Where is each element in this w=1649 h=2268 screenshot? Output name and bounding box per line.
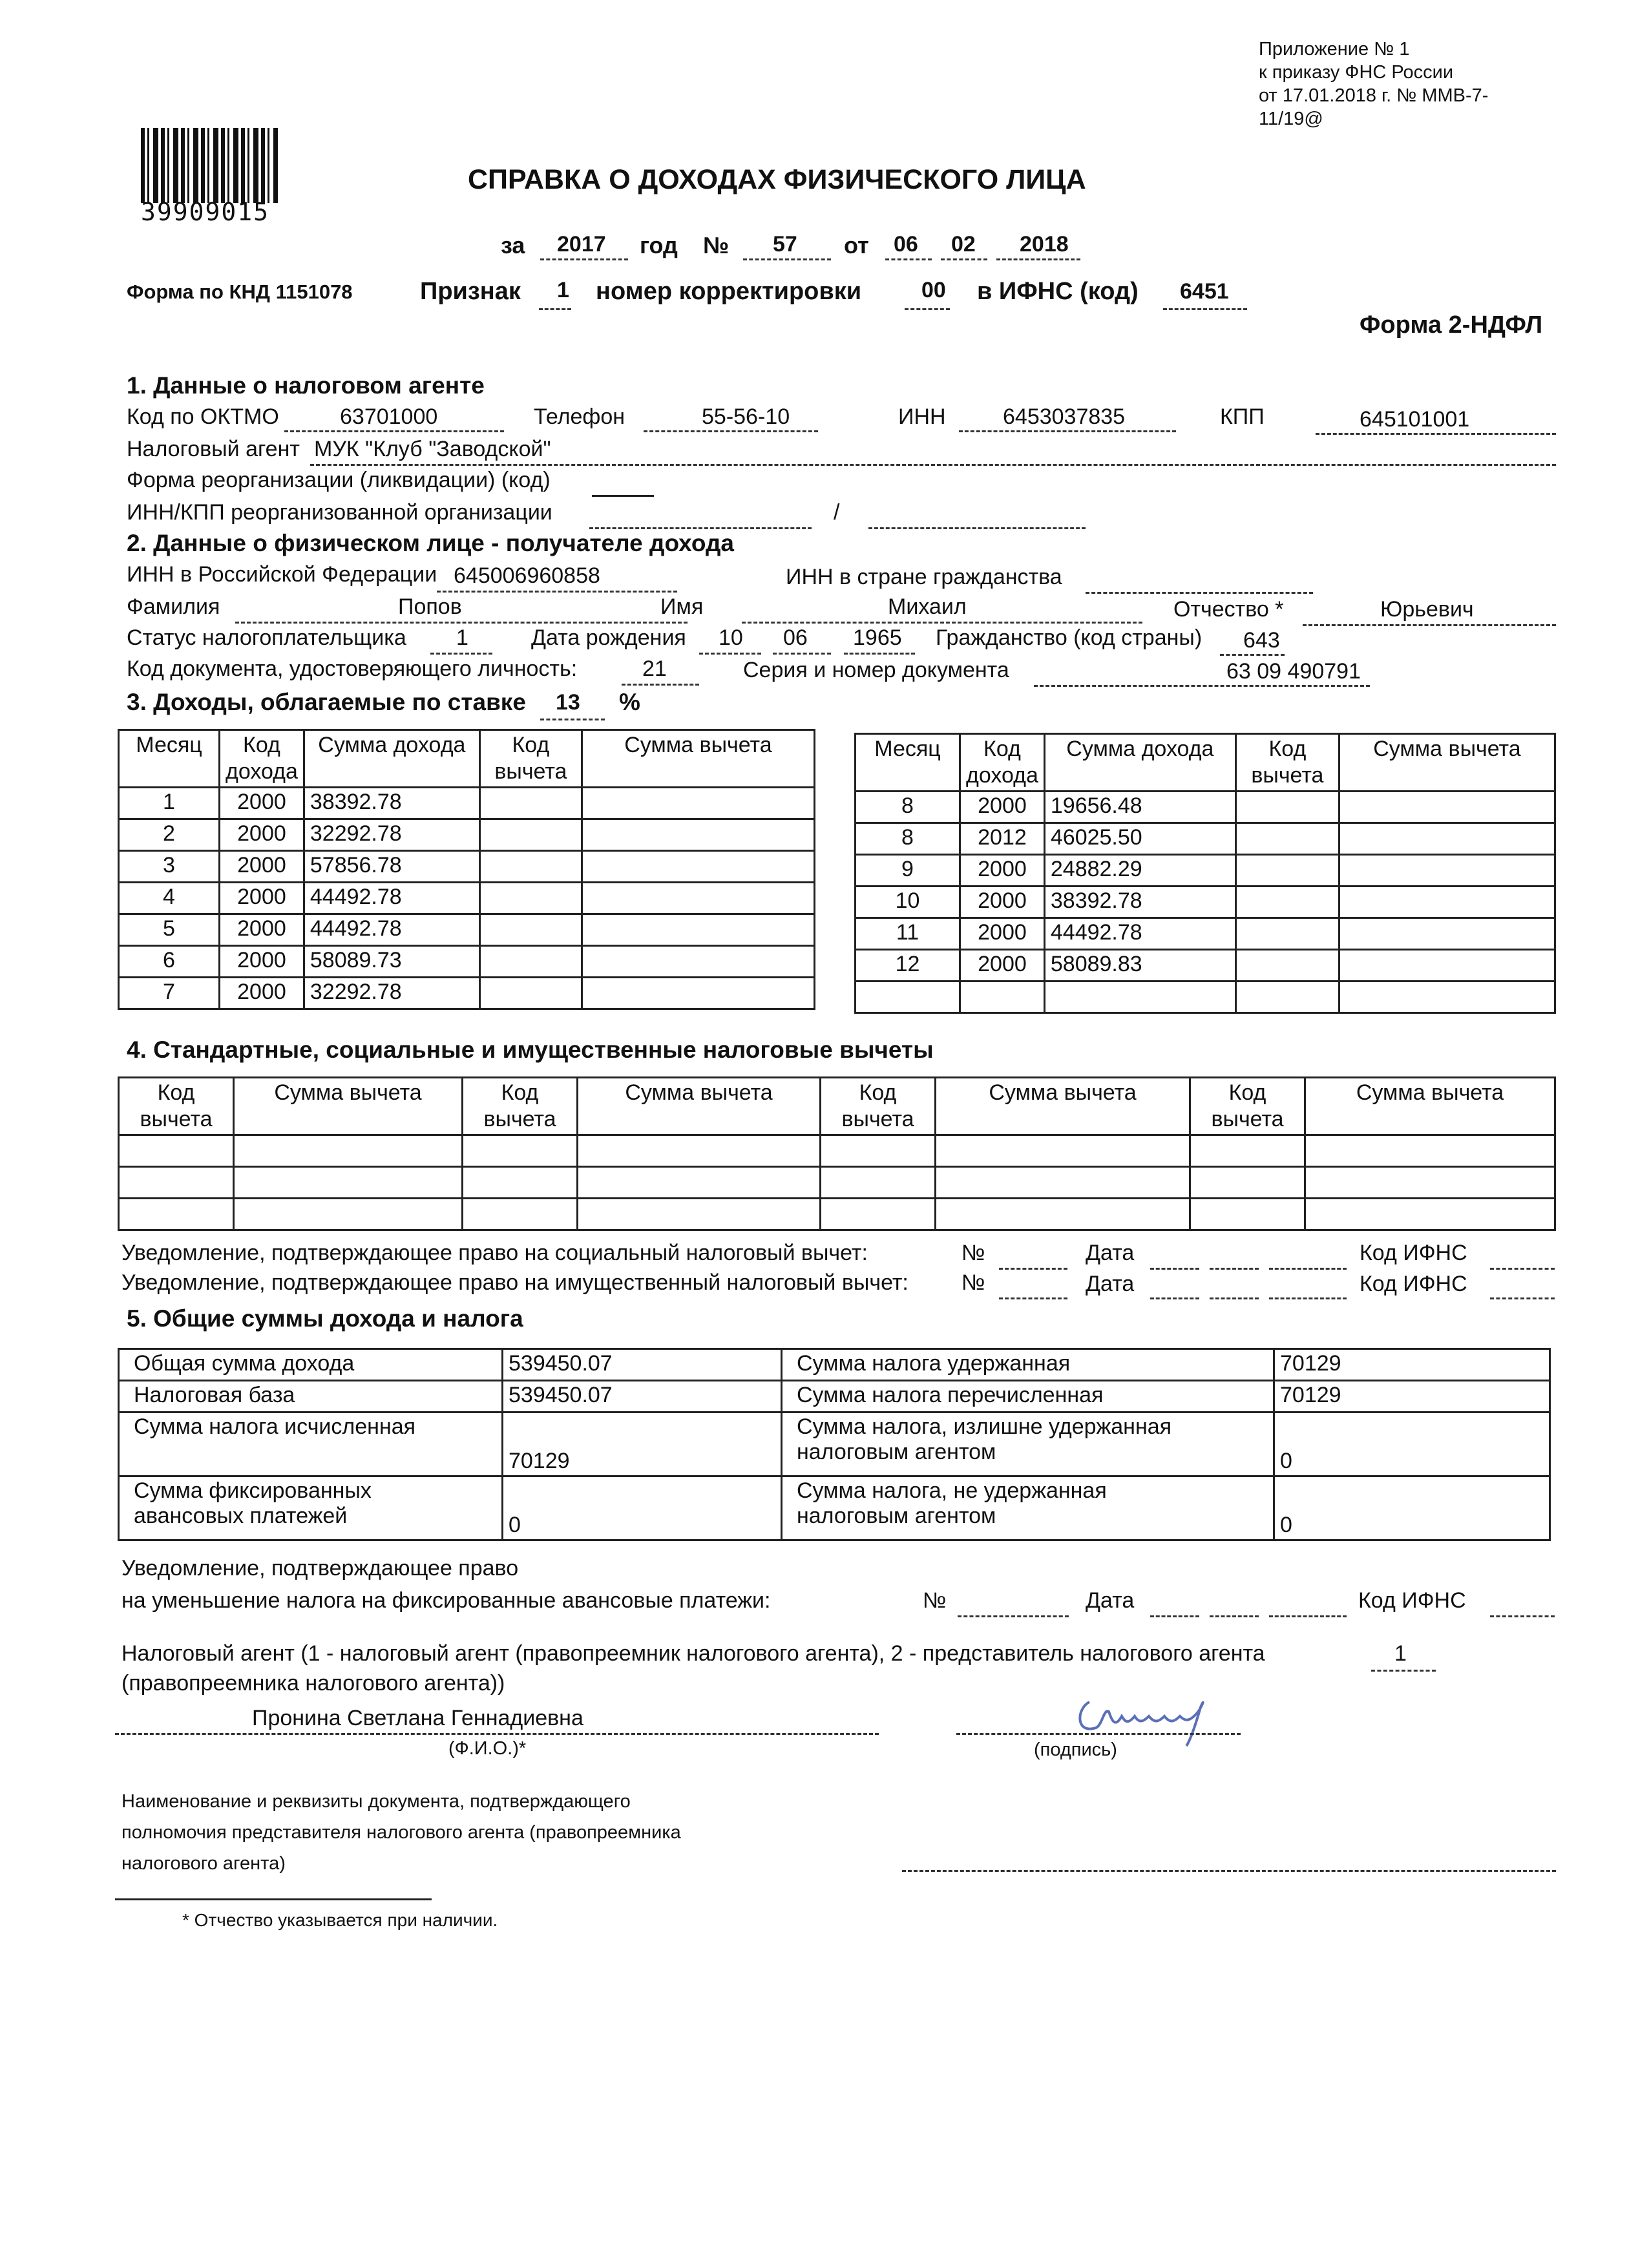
- priznak-label: Признак: [420, 278, 521, 305]
- signer-name: Пронина Светлана Геннадиевна: [252, 1706, 583, 1730]
- report-number: 57: [773, 232, 797, 257]
- notice-advance-num-label: №: [923, 1588, 947, 1613]
- deductions-table: [118, 1076, 1556, 1231]
- tax-excess-label-line: Сумма налога, излишне удержанная: [797, 1414, 1172, 1439]
- cell-month: 8: [856, 792, 960, 823]
- table-row: [119, 1381, 1550, 1412]
- number-label: №: [703, 232, 730, 258]
- col-deduction-code: Код вычета: [119, 1078, 234, 1135]
- tax-withheld-label: Сумма налога удержанная: [782, 1349, 1274, 1381]
- tax-rate-value: 13: [556, 690, 580, 715]
- cell-deduction-code: [479, 788, 582, 819]
- table-row: [119, 851, 815, 883]
- fixed-advance-label-line: авансовых платежей: [134, 1504, 348, 1528]
- cell-income-sum: 38392.78: [304, 788, 479, 819]
- cell-deduction-sum: [582, 851, 814, 883]
- representative-doc-line: Наименование и реквизиты документа, подтверждающего: [121, 1791, 631, 1812]
- table-row: [119, 1349, 1550, 1381]
- cell-deduction-code: [479, 819, 582, 851]
- table-row: [119, 883, 815, 914]
- col-deduction-code: Код вычета: [821, 1078, 936, 1135]
- birth-label: Дата рождения: [531, 625, 686, 650]
- appendix-line: 11/19@: [1259, 109, 1323, 129]
- report-date-month: 02: [951, 232, 976, 257]
- reorg-label: Форма реорганизации (ликвидации) (код): [127, 468, 551, 492]
- col-deduction-sum: Сумма вычета: [578, 1078, 821, 1135]
- status-label: Статус налогоплательщика: [127, 625, 406, 650]
- cell-deduction-sum: [582, 788, 814, 819]
- section-1-title: 1. Данные о налоговом агенте: [127, 372, 485, 399]
- kpp-value: 645101001: [1360, 407, 1470, 432]
- cell-income-sum: 46025.50: [1044, 823, 1235, 855]
- name-value: Михаил: [888, 594, 967, 619]
- cell-month: [856, 982, 960, 1013]
- cell-month: 12: [856, 950, 960, 982]
- notice-advance-line-1: Уведомление, подтверждающее право: [121, 1556, 519, 1580]
- cell-income-code: 2000: [960, 918, 1045, 950]
- table-row: [856, 982, 1555, 1013]
- col-deduction-code: Код вычета: [1235, 734, 1339, 792]
- tax-excess-value: 0: [1274, 1412, 1550, 1476]
- barcode-number: 39909015: [141, 198, 270, 226]
- total-income-label: Общая сумма дохода: [119, 1349, 503, 1381]
- ifns-label: в ИФНС (код): [977, 278, 1139, 305]
- table-row: [119, 1412, 1550, 1476]
- phone-label: Телефон: [534, 404, 625, 429]
- table-row: [119, 788, 815, 819]
- cell-income-sum: 44492.78: [1044, 918, 1235, 950]
- cell-income-sum: 57856.78: [304, 851, 479, 883]
- doc-code-label: Код документа, удостоверяющего личность:: [127, 656, 578, 681]
- table-row: [119, 978, 815, 1009]
- name-label: Имя: [660, 594, 704, 619]
- cell-income-code: 2000: [220, 851, 304, 883]
- cell-deduction-code: [479, 883, 582, 914]
- cell-deduction-code: [479, 978, 582, 1009]
- notice-advance-ifns-label: Код ИФНС: [1358, 1588, 1466, 1613]
- citizenship-label: Гражданство (код страны): [936, 625, 1203, 650]
- col-deduction-sum: Сумма вычета: [936, 1078, 1190, 1135]
- notice-property-date-label: Дата: [1086, 1272, 1135, 1296]
- cell-deduction-sum: [582, 819, 814, 851]
- cell-income-sum: 38392.78: [1044, 887, 1235, 918]
- patronymic-label: Отчество *: [1173, 597, 1284, 622]
- cell-income-sum: 44492.78: [304, 883, 479, 914]
- col-deduction-sum: Сумма вычета: [1339, 734, 1555, 792]
- table-row: [856, 792, 1555, 823]
- cell-deduction-sum: [1339, 982, 1555, 1013]
- kpp-label: КПП: [1220, 404, 1265, 429]
- cell-deduction-sum: [1339, 950, 1555, 982]
- cell-income-code: 2000: [960, 950, 1045, 982]
- cell-month: 3: [119, 851, 220, 883]
- agent-type-line-1: Налоговый агент (1 - налоговый агент (правопреемник налогового агента), 2 - представитель налогового агента: [121, 1641, 1265, 1666]
- report-year: 2017: [557, 232, 606, 257]
- cell-income-code: 2000: [220, 788, 304, 819]
- report-date-year: 2018: [1020, 232, 1069, 257]
- cell-month: 5: [119, 914, 220, 946]
- footnote: * Отчество указывается при наличии.: [182, 1910, 498, 1930]
- ifns-code: 6451: [1180, 279, 1229, 304]
- cell-deduction-code: [479, 946, 582, 978]
- cell-income-code: 2000: [960, 887, 1045, 918]
- cell-month: 7: [119, 978, 220, 1009]
- tax-not-withheld-label-line: налоговым агентом: [797, 1504, 996, 1528]
- section-2-title: 2. Данные о физическом лице - получателе дохода: [127, 530, 735, 556]
- percent-sign: %: [619, 689, 640, 715]
- table-row: [856, 918, 1555, 950]
- total-income-value: 539450.07: [503, 1349, 782, 1381]
- cell-deduction-code: [1235, 887, 1339, 918]
- cell-month: 2: [119, 819, 220, 851]
- income-table-right: [854, 733, 1556, 1014]
- tax-excess-label: [782, 1412, 1274, 1476]
- cell-month: 11: [856, 918, 960, 950]
- citizenship-value: 643: [1243, 628, 1280, 653]
- appendix-note: [1259, 37, 1488, 131]
- birth-day: 10: [719, 625, 743, 650]
- notice-social-date-label: Дата: [1086, 1241, 1135, 1265]
- col-month: Месяц: [119, 730, 220, 788]
- table-row: [856, 855, 1555, 887]
- notice-advance-date-label: Дата: [1086, 1588, 1135, 1613]
- tax-not-withheld-value: 0: [1274, 1476, 1550, 1540]
- income-table-left: [118, 729, 815, 1010]
- surname-label: Фамилия: [127, 594, 220, 619]
- doc-code-value: 21: [642, 656, 667, 681]
- cell-month: 6: [119, 946, 220, 978]
- table-header-row: [119, 730, 815, 788]
- reorg-inn-label: ИНН/КПП реорганизованной организации: [127, 500, 552, 525]
- notice-social-ifns-label: Код ИФНС: [1360, 1241, 1467, 1265]
- table-row: [856, 823, 1555, 855]
- notice-social-label: Уведомление, подтверждающее право на социальный налоговый вычет:: [121, 1241, 868, 1265]
- birth-month: 06: [783, 625, 808, 650]
- agent-name: МУК "Клуб "Заводской": [314, 437, 551, 461]
- representative-doc-line: полномочия представителя налогового агента (правопреемника: [121, 1822, 681, 1843]
- cell-deduction-code: [479, 851, 582, 883]
- cell-income-sum: [1044, 982, 1235, 1013]
- cell-deduction-code: [1235, 792, 1339, 823]
- table-row: [119, 1167, 1555, 1199]
- table-header-row: [119, 1078, 1555, 1135]
- inn-foreign-label: ИНН в стране гражданства: [786, 565, 1062, 589]
- appendix-line: Приложение № 1: [1259, 39, 1410, 59]
- col-income-sum: Сумма дохода: [304, 730, 479, 788]
- slash: /: [834, 500, 840, 525]
- oktmo-label: Код по ОКТМО: [127, 404, 279, 429]
- notice-property-label: Уведомление, подтверждающее право на имущественный налоговый вычет:: [121, 1270, 909, 1295]
- cell-income-code: 2000: [960, 855, 1045, 887]
- table-header-row: [856, 734, 1555, 792]
- cell-income-sum: 32292.78: [304, 978, 479, 1009]
- cell-income-code: 2000: [220, 946, 304, 978]
- tax-paid-label: Сумма налога перечисленная: [782, 1381, 1274, 1412]
- form-name: Форма 2-НДФЛ: [1360, 311, 1543, 339]
- fixed-advance-label: [119, 1476, 503, 1540]
- agent-inn-label: ИНН: [898, 404, 946, 429]
- notice-property-num-label: №: [961, 1270, 985, 1295]
- correction-number: 00: [921, 278, 946, 302]
- cell-month: 1: [119, 788, 220, 819]
- tax-calc-value: 70129: [503, 1412, 782, 1476]
- signature-label: (подпись): [1034, 1739, 1117, 1760]
- form-knd: Форма по КНД 1151078: [127, 280, 353, 303]
- tax-paid-value: 70129: [1274, 1381, 1550, 1412]
- report-date-day: 06: [894, 232, 918, 257]
- cell-income-code: 2000: [960, 792, 1045, 823]
- agent-type-line-2: (правопреемника налогового агента)): [121, 1671, 505, 1696]
- col-month: Месяц: [856, 734, 960, 792]
- cell-month: 9: [856, 855, 960, 887]
- section-3-title: 3. Доходы, облагаемые по ставке: [127, 689, 526, 715]
- cell-income-code: 2000: [220, 883, 304, 914]
- patronymic-value: Юрьевич: [1380, 597, 1474, 622]
- appendix-line: от 17.01.2018 г. № ММВ-7-: [1259, 85, 1489, 106]
- status-value: 1: [456, 625, 468, 650]
- col-deduction-code: Код вычета: [463, 1078, 578, 1135]
- cell-deduction-sum: [582, 883, 814, 914]
- cell-deduction-code: [479, 914, 582, 946]
- tax-not-withheld-label: [782, 1476, 1274, 1540]
- cell-income-sum: 32292.78: [304, 819, 479, 851]
- notice-property-ifns-label: Код ИФНС: [1360, 1272, 1467, 1296]
- table-row: [119, 946, 815, 978]
- appendix-line: к приказу ФНС России: [1259, 62, 1454, 83]
- cell-month: 10: [856, 887, 960, 918]
- cell-income-code: 2012: [960, 823, 1045, 855]
- tax-not-withheld-label-line: Сумма налога, не удержанная: [797, 1478, 1107, 1503]
- phone-value: 55-56-10: [702, 404, 790, 429]
- cell-income-sum: 58089.73: [304, 946, 479, 978]
- tax-withheld-value: 70129: [1274, 1349, 1550, 1381]
- cell-month: 4: [119, 883, 220, 914]
- date-label: от: [844, 232, 869, 258]
- document-title: СПРАВКА О ДОХОДАХ ФИЗИЧЕСКОГО ЛИЦА: [468, 164, 1086, 195]
- cell-income-sum: 24882.29: [1044, 855, 1235, 887]
- col-income-code: Код дохода: [960, 734, 1045, 792]
- birth-year: 1965: [853, 625, 902, 650]
- period-label: за: [501, 232, 525, 258]
- table-row: [856, 950, 1555, 982]
- fixed-advance-value: 0: [503, 1476, 782, 1540]
- cell-deduction-sum: [582, 914, 814, 946]
- cell-income-sum: 44492.78: [304, 914, 479, 946]
- inn-rf-label: ИНН в Российской Федерации: [127, 562, 437, 587]
- footnote-divider: [115, 1898, 432, 1900]
- cell-deduction-sum: [1339, 855, 1555, 887]
- cell-income-code: [960, 982, 1045, 1013]
- cell-income-sum: 58089.83: [1044, 950, 1235, 982]
- section-5-title: 5. Общие суммы дохода и налога: [127, 1305, 523, 1332]
- cell-deduction-code: [1235, 855, 1339, 887]
- col-income-sum: Сумма дохода: [1044, 734, 1235, 792]
- col-deduction-sum: Сумма вычета: [234, 1078, 463, 1135]
- cell-income-code: 2000: [220, 978, 304, 1009]
- agent-label: Налоговый агент: [127, 437, 300, 461]
- fio-label: (Ф.И.О.)*: [448, 1738, 527, 1759]
- cell-deduction-sum: [582, 946, 814, 978]
- table-row: [119, 1476, 1550, 1540]
- tax-calc-label: Сумма налога исчисленная: [119, 1412, 503, 1476]
- section-4-title: 4. Стандартные, социальные и имущественные налоговые вычеты: [127, 1036, 934, 1063]
- doc-series-value: 63 09 490791: [1226, 659, 1361, 684]
- totals-table: [118, 1348, 1551, 1541]
- agent-type-value: 1: [1394, 1641, 1407, 1666]
- signature-icon: [1064, 1683, 1232, 1747]
- doc-series-label: Серия и номер документа: [743, 658, 1009, 682]
- tax-excess-label-line: налоговым агентом: [797, 1440, 996, 1464]
- representative-doc-label: [121, 1786, 681, 1879]
- year-label: год: [640, 232, 678, 258]
- col-deduction-code: Код вычета: [479, 730, 582, 788]
- oktmo-value: 63701000: [340, 404, 438, 429]
- notice-advance-line-2: на уменьшение налога на фиксированные авансовые платежи:: [121, 1588, 771, 1613]
- notice-social-num-label: №: [961, 1241, 985, 1265]
- table-row: [119, 1199, 1555, 1230]
- cell-income-sum: 19656.48: [1044, 792, 1235, 823]
- col-deduction-sum: Сумма вычета: [1305, 1078, 1555, 1135]
- cell-deduction-code: [1235, 918, 1339, 950]
- priznak-value: 1: [557, 278, 569, 302]
- cell-deduction-code: [1235, 823, 1339, 855]
- col-deduction-sum: Сумма вычета: [582, 730, 814, 788]
- cell-deduction-sum: [1339, 918, 1555, 950]
- col-deduction-code: Код вычета: [1190, 1078, 1305, 1135]
- inn-rf-value: 645006960858: [454, 563, 600, 588]
- cell-deduction-sum: [1339, 887, 1555, 918]
- cell-income-code: 2000: [220, 819, 304, 851]
- tax-base-value: 539450.07: [503, 1381, 782, 1412]
- cell-deduction-sum: [582, 978, 814, 1009]
- table-row: [856, 887, 1555, 918]
- agent-inn-value: 6453037835: [1003, 404, 1126, 429]
- fixed-advance-label-line: Сумма фиксированных: [134, 1478, 372, 1503]
- table-row: [119, 914, 815, 946]
- barcode-icon: [141, 128, 278, 203]
- cell-deduction-sum: [1339, 823, 1555, 855]
- cell-deduction-sum: [1339, 792, 1555, 823]
- cell-deduction-code: [1235, 950, 1339, 982]
- correction-label: номер корректировки: [596, 278, 862, 305]
- table-row: [119, 1135, 1555, 1167]
- cell-deduction-code: [1235, 982, 1339, 1013]
- table-row: [119, 819, 815, 851]
- surname-value: Попов: [398, 594, 462, 619]
- representative-doc-line: налогового агента): [121, 1853, 286, 1874]
- col-income-code: Код дохода: [220, 730, 304, 788]
- cell-month: 8: [856, 823, 960, 855]
- cell-income-code: 2000: [220, 914, 304, 946]
- tax-base-label: Налоговая база: [119, 1381, 503, 1412]
